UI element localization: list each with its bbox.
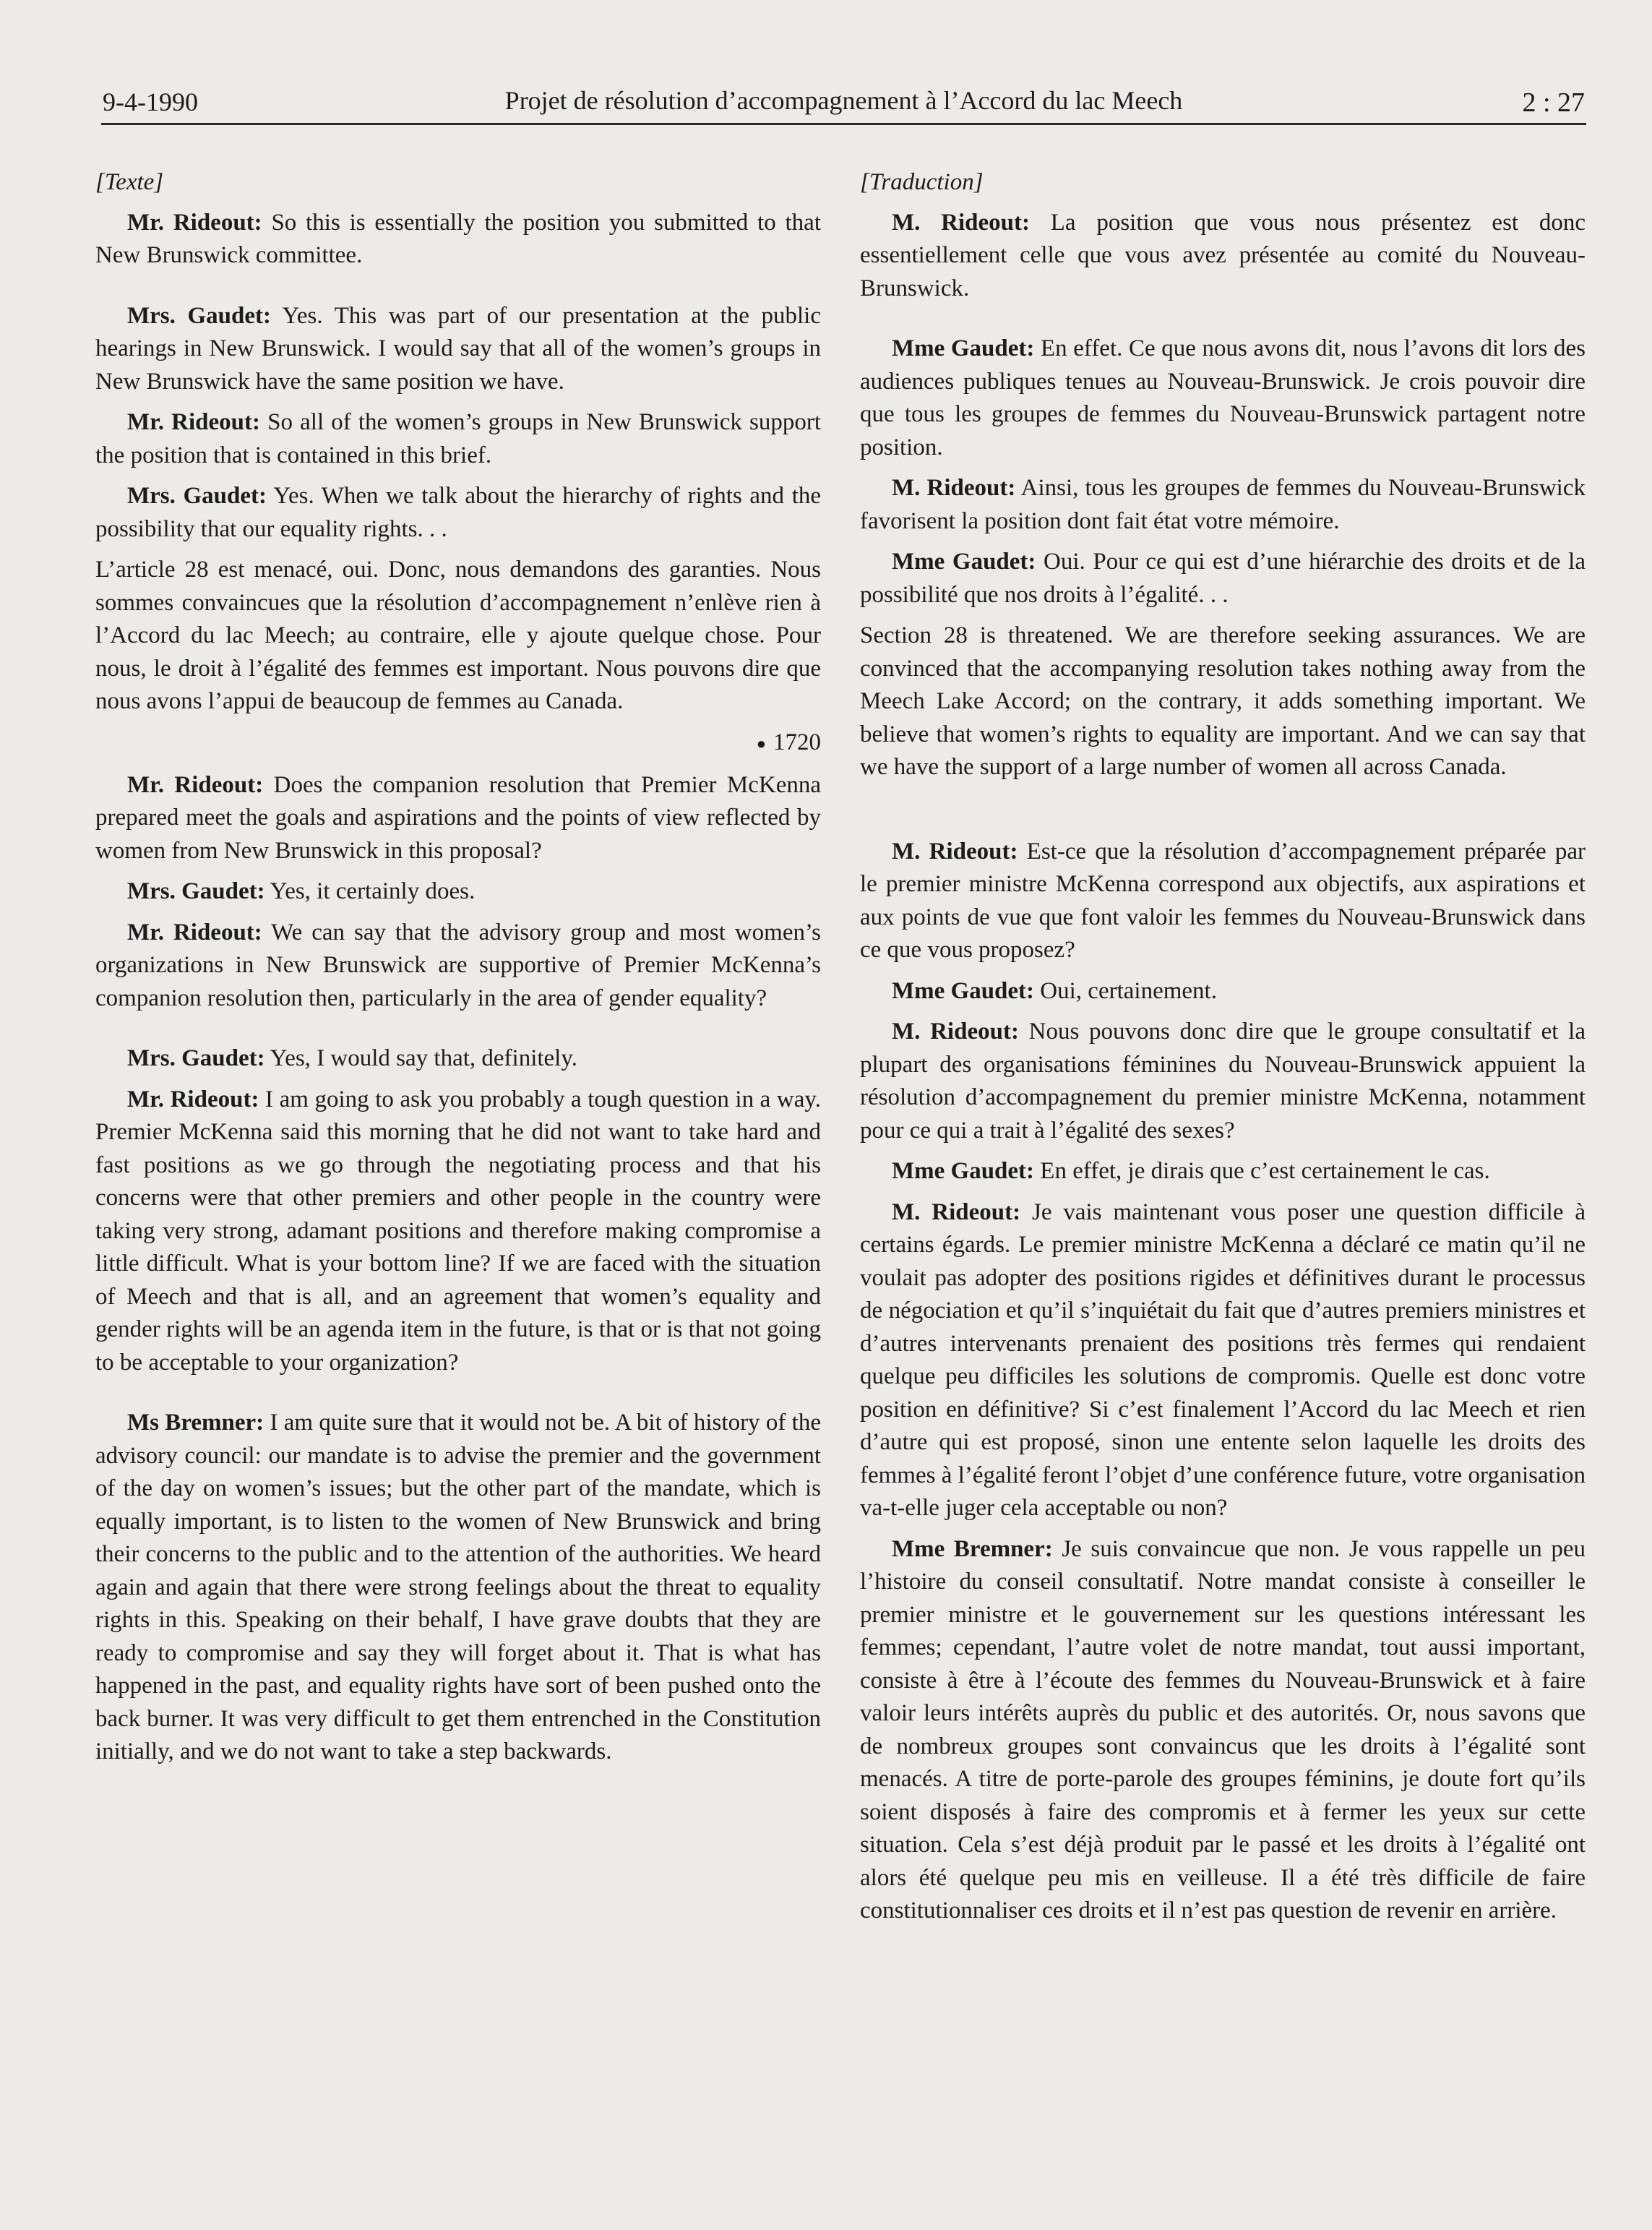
paragraph [95, 207, 821, 273]
speaker-name: Mr. Rideout: [127, 919, 262, 945]
speaker-name: Mr. Rideout: [127, 409, 260, 435]
paragraph [860, 546, 1586, 612]
column-label: [Traduction] [860, 169, 984, 195]
speech-text: Je vais maintenant vous poser une question difficile à certains égards. Le premier ministre McKenna a déclaré ce matin qu’il ne voulait pas adopter des positions rigides et définitives durant le processus de négociation et qu’il s’inquiétait du fait que d’autres premiers ministres et d’autres intervenants prenaient des positions très fermes qui rendaient quelque peu difficiles les solutions de compromis. Quelle est donc votre position en définitive? Si c’est finalement l’Accord du lac Meech et rien d’autre qui est proposé, sinon une entente selon laquelle les droits des femmes à l’égalité feront l’objet d’une conférence future, votre organisation va-t-elle juger cela acceptable ou non? [860, 1198, 1586, 1521]
speech-text: En effet. Ce que nous avons dit, nous l’avons dit lors des audiences publiques tenues au Nouveau-Brunswick. Je crois pouvoir dire que tous les groupes de femmes du Nouveau-Brunswick partagent notre position. [860, 335, 1586, 460]
paragraph [860, 333, 1586, 464]
speaker-name: Mrs. Gaudet: [127, 1045, 265, 1072]
speaker-name: Mme Gaudet: [892, 1158, 1035, 1184]
speaker-name: M. Rideout: [892, 1018, 1019, 1045]
time-marker-text: 1720 [773, 729, 821, 755]
speech-text: So this is essentially the position you submitted to that New Brunswick committee. [95, 209, 821, 268]
header-date: 9-4-1990 [103, 87, 198, 116]
speaker-name: Mme Gaudet: [892, 977, 1035, 1004]
speaker-name: Mme Gaudet: [892, 335, 1035, 361]
speaker-name: Mrs. Gaudet: [127, 878, 265, 905]
paragraph [95, 875, 821, 909]
speaker-name: Mme Bremner: [892, 1535, 1053, 1562]
paragraph [860, 1016, 1586, 1147]
paragraph [95, 1042, 821, 1076]
speaker-name: Mr. Rideout: [127, 771, 264, 798]
paragraph [95, 917, 821, 1016]
bullet-icon: ● [756, 734, 766, 753]
speech-text: So all of the women’s groups in New Brunswick support the position that is contained in this brief. [95, 409, 821, 468]
speaker-name: M. Rideout: [892, 475, 1016, 501]
speaker-name: M. Rideout: [892, 209, 1030, 236]
paragraph: Section 28 is threatened. We are therefore seeking assurances. We are convinced that the accompanying resolution takes nothing away from the Meech Lake Accord; on the contrary, it adds something important. We believe that women’s rights to equality are important. And we can say that we have the support of a large number of women all across Canada. [860, 622, 1586, 780]
speech-text: Nous pouvons donc dire que le groupe consultatif et la plupart des organisations féminines du Nouveau-Brunswick appuient la résolution d’accompagnement du premier ministre McKenna, notamment pour ce qui a trait à l’égalité des sexes? [860, 1018, 1586, 1144]
speech-text: En effet, je dirais que c’est certainement le cas. [1034, 1158, 1490, 1184]
speaker-name: Ms Bremner: [127, 1410, 264, 1436]
paragraph: L’article 28 est menacé, oui. Donc, nous demandons des garanties. Nous sommes convaincues que la résolution d’accompagnement n’enlève rien à l’Accord du lac Meech; au contraire, elle y ajoute quelque chose. Pour nous, le droit à l’égalité des femmes est important. Nous pouvons dire que nous avons l’appui de beaucoup de femmes au Canada. [95, 557, 821, 714]
speech-text: Ainsi, tous les groupes de femmes du Nouveau-Brunswick favorisent la position dont fait état votre mémoire. [860, 475, 1586, 534]
speaker-name: Mme Gaudet: [892, 549, 1036, 575]
paragraph [860, 207, 1586, 306]
header-title: Projet de résolution d’accompagnement à l’Accord du lac Meech [504, 86, 1183, 115]
speaker-name: M. Rideout: [892, 838, 1018, 865]
time-marker [95, 726, 821, 760]
header-page-number: 2 : 27 [1522, 87, 1585, 118]
page-header [101, 78, 1586, 125]
spacer [860, 792, 1586, 836]
paragraph [95, 300, 821, 399]
speech-text: We can say that the advisory group and most women’s organizations in New Brunswick are supportive of Premier McKenna’s companion resolution then, particularly in the area of gender equality? [95, 919, 821, 1011]
paragraph [95, 1407, 821, 1769]
speech-text: Yes. This was part of our presentation at the public hearings in New Brunswick. I would say that all of the women’s groups in New Brunswick have the same position we have. [95, 302, 821, 395]
speech-text: Yes, it certainly does. [264, 878, 476, 905]
speech-text: I am going to ask you probably a tough question in a way. Premier McKenna said this morning that he did not want to take hard and fast positions as we go through the negotiating process and that his concerns were that other premiers and other people in the country were taking very strong, adamant positions and therefore making compromise a little difficult. What is your bottom line? If we are faced with the situation of Meech and that is all, and an agreement that women’s equality and gender rights will be an agenda item in the future, is that or is that not going to be acceptable to your organization? [95, 1086, 821, 1376]
paragraph [95, 480, 821, 546]
column-label: [Texte] [95, 169, 164, 195]
speaker-name: Mrs. Gaudet: [127, 302, 271, 329]
speech-text: Oui, certainement. [1034, 977, 1217, 1004]
paragraph [95, 1084, 821, 1380]
paragraph [860, 975, 1586, 1008]
paragraph [860, 472, 1586, 538]
speech-text: Yes. When we talk about the hierarchy of rights and the possibility that our equality rights. . . [95, 483, 822, 542]
speaker-name: Mr. Rideout: [127, 209, 262, 236]
speech-text: I am quite sure that it would not be. A bit of history of the advisory council: our mandate is to advise the premier and the government of the day on women’s issues; but the other part of the mandate, which is equally important, is to listen to the women of New Brunswick and bring their concerns to the public and to the attention of the authorities. We heard again and again that there were strong feelings about the threat to equality rights in this. Speaking on their behalf, I have grave doubts that they are ready to compromise and say they will forget about it. That is what has happened in the past, and equality rights have sort of been pushed onto the back burner. It was very difficult to get them entrenched in the Constitution initially, and we do not want to take a step backwards. [95, 1410, 821, 1765]
paragraph [95, 406, 821, 472]
paragraph [860, 1533, 1586, 1928]
paragraph [860, 836, 1586, 967]
speech-text: Je suis convaincue que non. Je vous rappelle un peu l’histoire du conseil consultatif. Notre mandat consiste à conseiller le premier ministre et le gouvernement sur les questions intéressant les femmes; cependant, l’autre volet de notre mandat, tout aussi important, consiste à être à l’écoute des femmes du Nouveau-Brunswick et à faire valoir leurs intérêts auprès du public et des autorités. Or, nous savons que de nombreux groupes sont convaincus que les droits à l’égalité sont menacés. A titre de porte-parole des groupes féminins, je doute fort qu’ils soient disposés à faire des compromis et à fermer les yeux sur cette situation. Cela s’est déjà produit par le passé et les droits à l’égalité ont alors été quelque peu mis en veilleuse. Il a été très difficile de faire constitutionnaliser ces droits et il n’est pas question de revenir en arrière. [860, 1535, 1586, 1924]
paragraph [95, 769, 821, 868]
speaker-name: M. Rideout: [892, 1198, 1021, 1225]
speech-text: La position que vous nous présentez est donc essentiellement celle que vous avez présentée au comité du Nouveau-Brunswick. [860, 209, 1586, 301]
speech-text: Est-ce que la résolution d’accompagnement préparée par le premier ministre McKenna correspond aux objectifs, aux aspirations et aux points de vue que font valoir les femmes du Nouveau-Brunswick dans ce que vous proposez? [860, 838, 1586, 963]
left-column [95, 166, 821, 1777]
speech-text: Oui. Pour ce qui est d’une hiérarchie des droits et de la possibilité que nos droits à l’égalité. . . [860, 549, 1586, 608]
speech-text: Does the companion resolution that Premier McKenna prepared meet the goals and aspirations and the points of view reflected by women from New Brunswick in this proposal? [95, 771, 821, 864]
paragraph [860, 1196, 1586, 1525]
speaker-name: Mr. Rideout: [127, 1086, 259, 1112]
speaker-name: Mrs. Gaudet: [127, 483, 267, 509]
speech-text: Yes, I would say that, definitely. [264, 1045, 577, 1072]
paragraph [860, 1155, 1586, 1188]
right-column [860, 166, 1586, 1936]
